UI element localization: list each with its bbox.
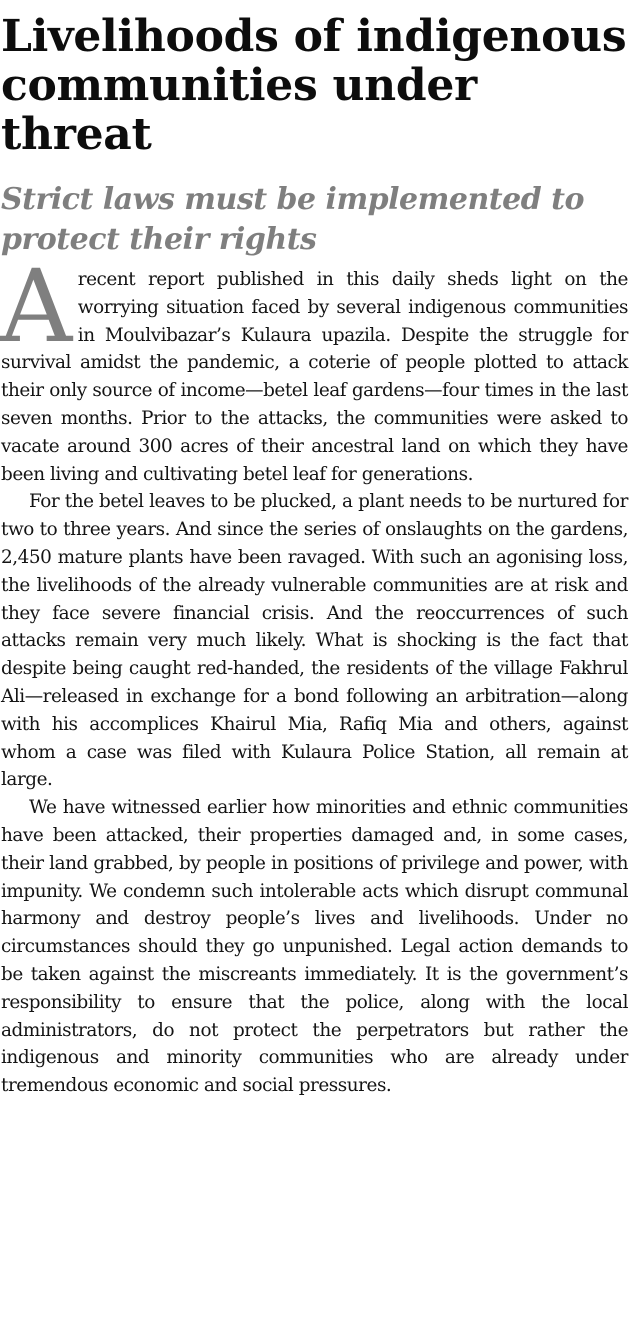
article-body — [0, 248, 628, 1100]
paragraph-1 — [0, 248, 628, 488]
paragraph-2: For the betel leaves to be plucked, a plant needs to be nurtured for two to three years. And since the series of onslaughts on the gardens, 2,450 mature plants have been ravaged. With such an agonising loss, the livelihoods of the already vulnerable communities are at risk and they face severe financial crisis. And the reoccurrences of such attacks remain very much likely. What is shocking is the fact that despite being caught red-handed, the residents of the village Fakhrul Ali—released in exchange for a bond following an arbitration—along with his accomplices Khairul Mia, Rafiq Mia and others, against whom a case was filed with Kulaura Police Station, all remain at large. — [1, 491, 628, 791]
paragraph-1-text: recent report published in this daily sheds light on the worrying situation faced by several indigenous communities in Moulvibazar’s Kulaura upazila. Despite the struggle for survival amidst the pandemic, a coterie of people plotted to attack their only source of income—betel leaf gardens—four times in the last seven months. Prior to the attacks, the communities were asked to vacate around 300 acres of their ancestral land on which they have been living and cultivating betel leaf for generations. — [1, 269, 628, 485]
dropcap-letter: A — [0, 248, 72, 365]
paragraph-3: We have witnessed earlier how minorities and ethnic communities have been attacked, their properties damaged and, in some cases, their land grabbed, by people in positions of privilege and power, with impunity. We condemn such intolerable acts which disrupt communal harmony and destroy people’s lives and livelihoods. Under no circumstances should they go unpunished. Legal action demands to be taken against the miscreants immediately. It is the government’s responsibility to ensure that the police, along with the local administrators, do not protect the perpetrators but rather the indigenous and minority communities who are already under tremendous economic and social pressures. — [1, 797, 628, 1097]
editorial-article — [1, 0, 628, 1100]
subheadline: Strict laws must be implemented to protect their rights — [1, 182, 585, 257]
headline: Livelihoods of indigenous communities under threat — [1, 11, 627, 160]
